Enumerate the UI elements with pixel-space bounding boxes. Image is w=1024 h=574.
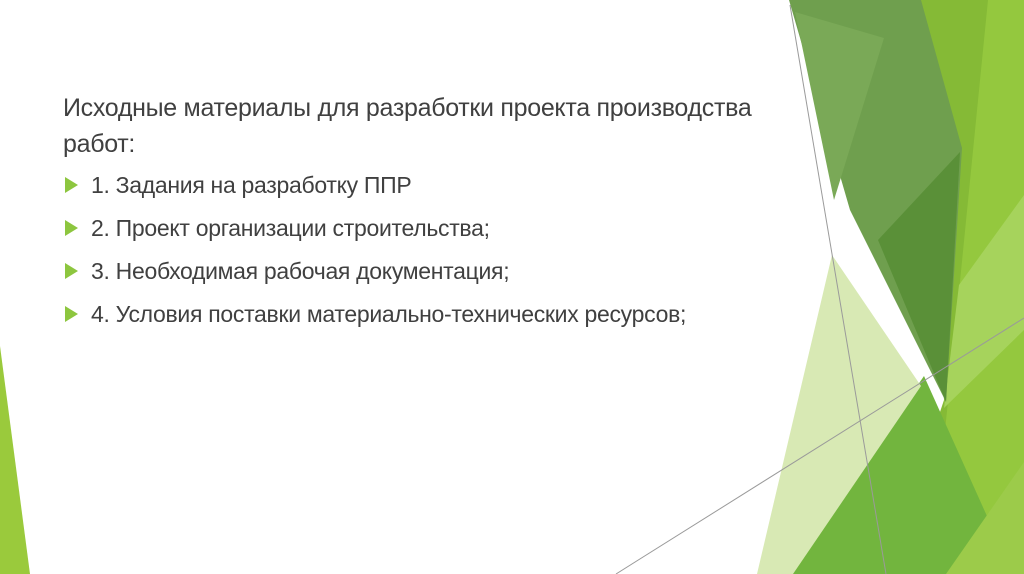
list-item: [63, 258, 808, 284]
triangle-right-icon: [65, 220, 78, 236]
slide-title: [63, 90, 808, 162]
bullet-text: 1. Задания на разработку ППР: [91, 172, 412, 198]
triangle-right-icon: [65, 177, 78, 193]
bullet-list: [63, 172, 808, 327]
bullet-text: 2. Проект организации строительства;: [91, 215, 490, 241]
decor-left-wedge: [0, 346, 30, 574]
bullet-text: 3. Необходимая рабочая документация;: [91, 258, 510, 284]
slide-content: [63, 90, 808, 344]
slide-title-line-2: работ:: [63, 130, 136, 158]
list-item: [63, 215, 808, 241]
triangle-right-icon: [65, 306, 78, 322]
list-item: [63, 301, 808, 327]
list-item: [63, 172, 808, 198]
triangle-right-icon: [65, 263, 78, 279]
bullet-text: 4. Условия поставки материально-технических ресурсов;: [91, 301, 687, 327]
slide-title-line-1: Исходные материалы для разработки проекта производства: [63, 94, 752, 122]
